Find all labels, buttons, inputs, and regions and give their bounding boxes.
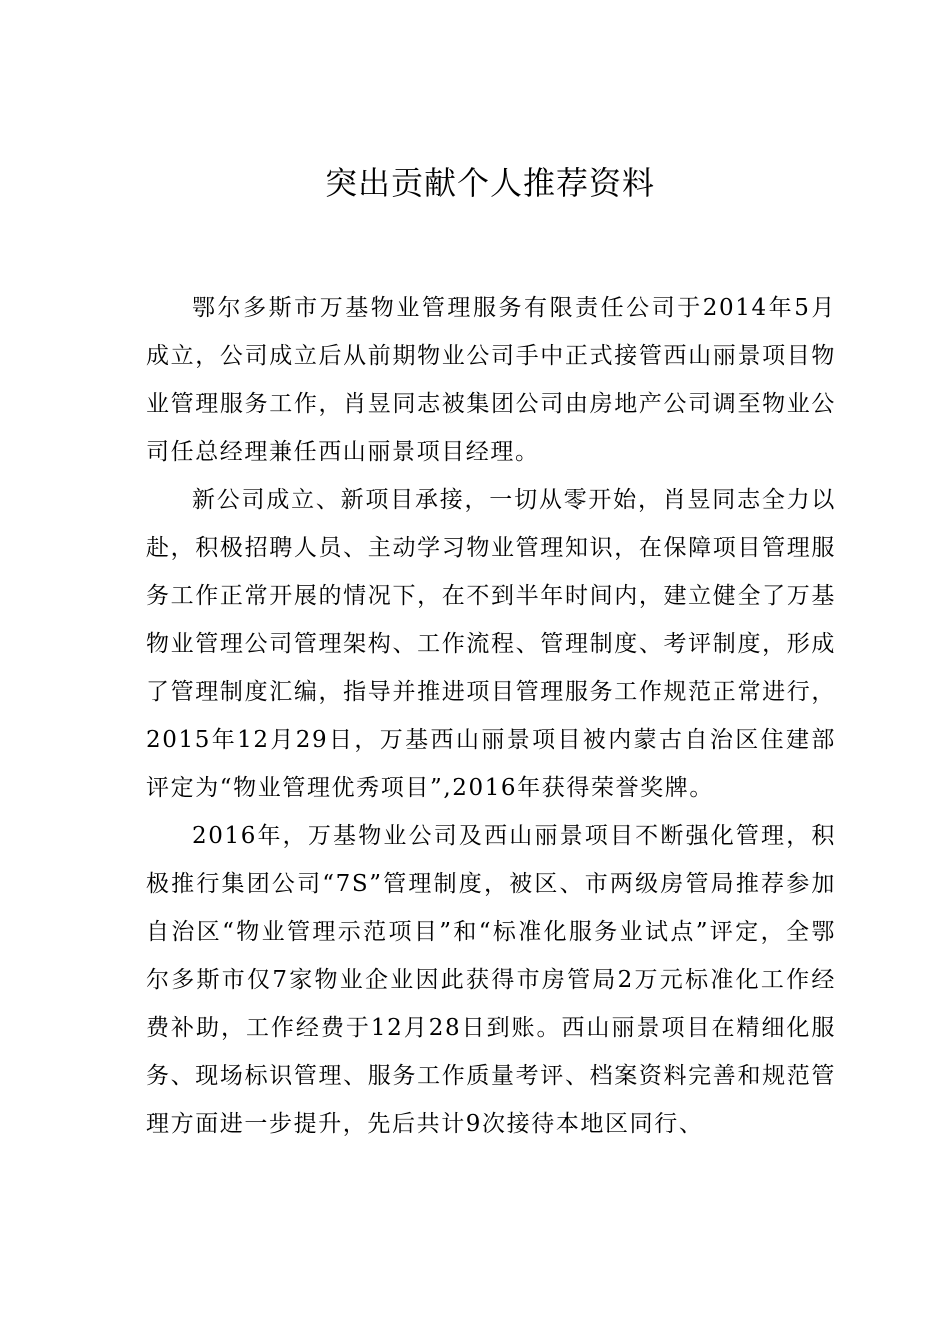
paragraph: 鄂尔多斯市万基物业管理服务有限责任公司于2014年5月成立，公司成立后从前期物业公司手中正式接管西山丽景项目物业管理服务工作，肖昱同志被集团公司由房地产公司调至物业公司任总经理兼任西山丽景项目经理。	[146, 295, 836, 465]
paragraph: 新公司成立、新项目承接，一切从零开始，肖昱同志全力以赴，积极招聘人员、主动学习物业管理知识，在保障项目管理服务工作正常开展的情况下，在不到半年时间内，建立健全了万基物业管理公司管理架构、工作流程、管理制度、考评制度，形成了管理制度汇编，指导并推进项目管理服务工作规范正常进行，2015年12月29日，万基西山丽景项目被内蒙古自治区住建部评定为“物业管理优秀项目”,2016年获得荣誉奖牌。	[146, 487, 836, 801]
document-title: 突出贡献个人推荐资料	[324, 164, 655, 202]
document-body	[146, 284, 836, 1148]
paragraph: 2016年，万基物业公司及西山丽景项目不断强化管理，积极推行集团公司“7S”管理制度，被区、市两级房管局推荐参加自治区“物业管理示范项目”和“标准化服务业试点”评定，全鄂尔多斯市仅7家物业企业因此获得市房管局2万元标准化工作经费补助，工作经费于12月28日到账。西山丽景项目在精细化服务、现场标识管理、服务工作质量考评、档案资料完善和规范管理方面进一步提升，先后共计9次接待本地区同行、	[146, 823, 836, 1137]
